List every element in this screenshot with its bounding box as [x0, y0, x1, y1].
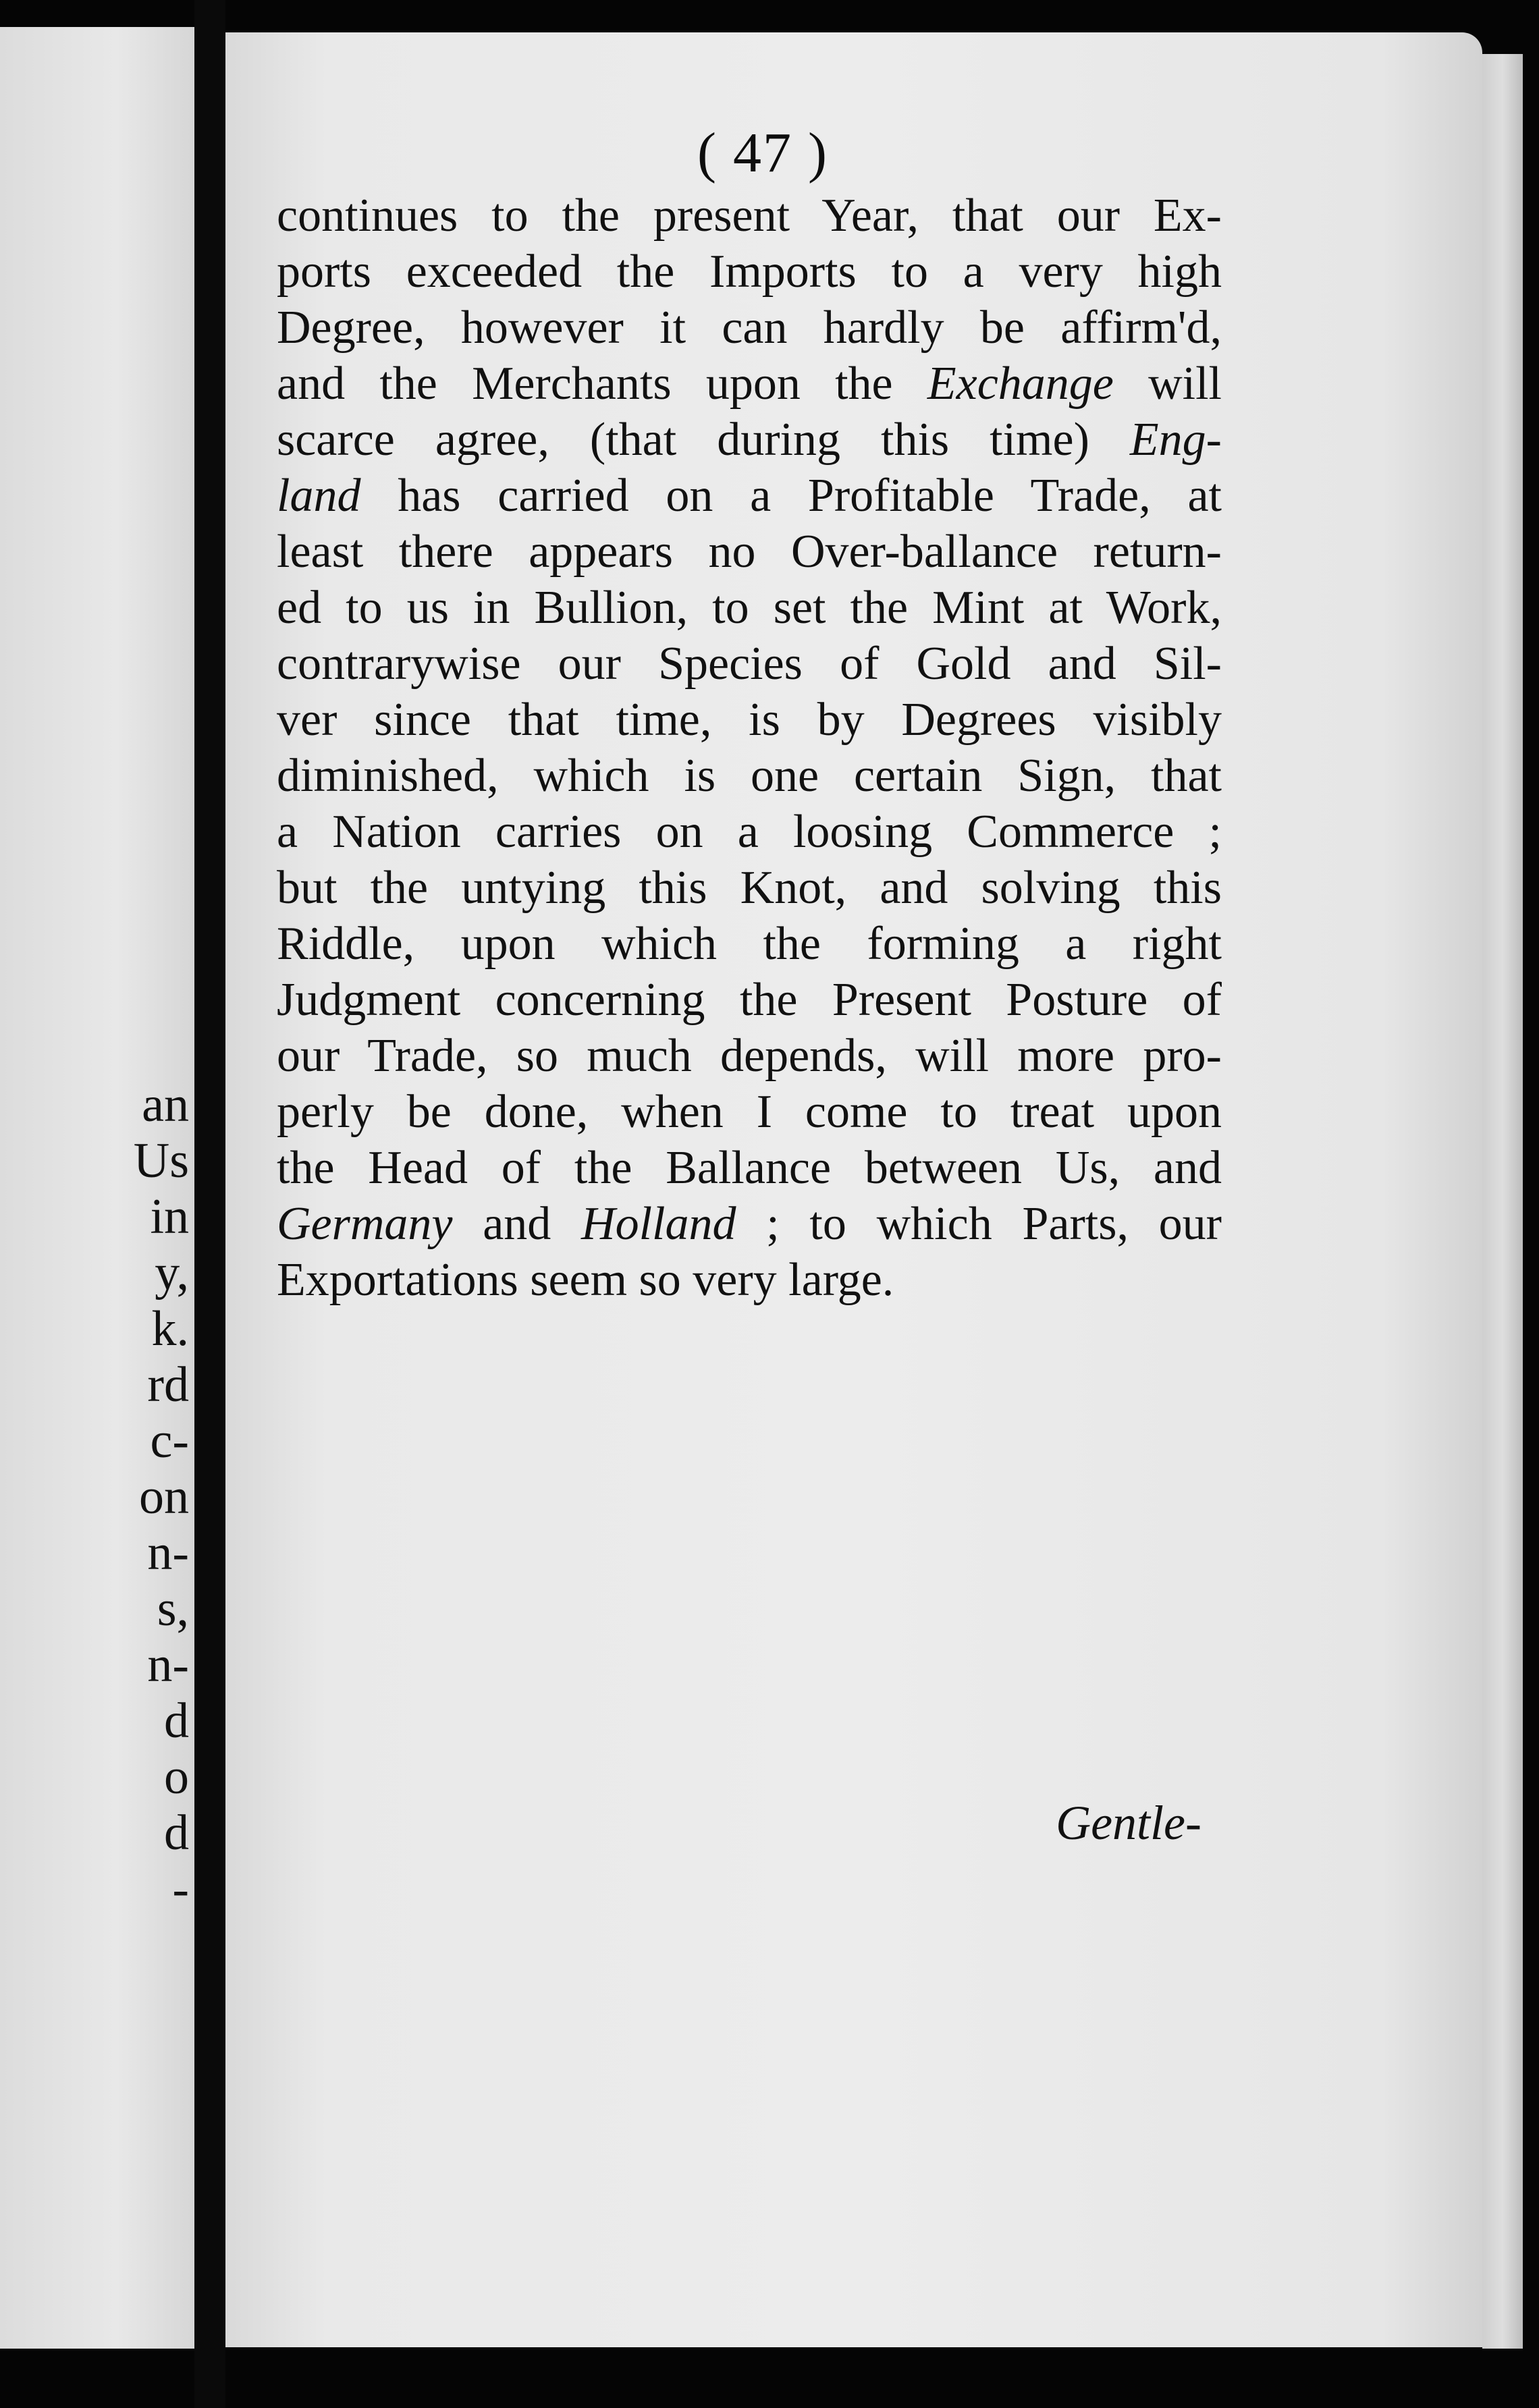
text-line: a Nation carries on a loosing Commerce ; [277, 806, 1222, 858]
text-line: ed to us in Bullion, to set the Mint at Work, [277, 582, 1222, 634]
left-page-fragment: s, [157, 1581, 189, 1637]
text-line: Riddle, upon which the forming a right [277, 918, 1222, 970]
left-page-fragment: n- [147, 1525, 189, 1581]
left-page-fragment: in [150, 1189, 189, 1244]
text-line: Judgment concerning the Present Posture of [277, 974, 1222, 1026]
text-line: Exportations seem so very large. [277, 1254, 894, 1306]
italic-word: Germany [277, 1198, 453, 1250]
text-line: and the Merchants upon the Exchange will [277, 358, 1222, 410]
text-line: Degree, however it can hardly be affirm'd, [277, 302, 1222, 354]
left-page-fragment: rd [147, 1357, 189, 1413]
italic-word: Eng- [1129, 414, 1222, 466]
left-page-fragment: n- [147, 1637, 189, 1693]
left-page-fragment: c- [150, 1413, 189, 1469]
text-line: ports exceeded the Imports to a very high [277, 246, 1222, 298]
book-gutter [194, 0, 225, 2408]
page-edge [1482, 54, 1523, 2349]
left-page-fragment: - [172, 1861, 189, 1917]
left-page-fragment: d [164, 1805, 189, 1861]
left-page-fragment: o [164, 1749, 189, 1805]
text-line: diminished, which is one certain Sign, that [277, 750, 1222, 802]
left-page-fragment: Us [133, 1133, 189, 1188]
text-line: scarce agree, (that during this time) Eng- [277, 414, 1222, 466]
italic-word: Holland [581, 1198, 736, 1250]
left-page-fragment: y, [155, 1245, 189, 1301]
text-line: continues to the present Year, that our Ex- [277, 190, 1222, 242]
text-line: Germany and Holland ; to which Parts, our [277, 1198, 1222, 1250]
text-line: ver since that time, is by Degrees visibly [277, 694, 1222, 746]
left-page-fragment: k. [151, 1301, 189, 1357]
italic-word: land [277, 470, 361, 522]
left-page-fragment: an [142, 1077, 189, 1132]
text-line: perly be done, when I come to treat upon [277, 1086, 1222, 1138]
left-page-fragment: on [139, 1469, 189, 1525]
text-line: our Trade, so much depends, will more pro- [277, 1030, 1222, 1082]
catchword: Gentle- [1056, 1796, 1202, 1850]
text-line: the Head of the Ballance between Us, and [277, 1142, 1222, 1194]
left-facing-page [0, 27, 194, 2349]
text-line: contrarywise our Species of Gold and Sil- [277, 638, 1222, 690]
italic-word: Exchange [927, 358, 1114, 410]
text-line: least there appears no Over-ballance return- [277, 526, 1222, 578]
page-number: ( 47 ) [697, 121, 828, 184]
text-line: but the untying this Knot, and solving this [277, 862, 1222, 914]
left-page-fragment: d [164, 1693, 189, 1749]
text-line: land has carried on a Profitable Trade, at [277, 470, 1222, 522]
body-text [277, 188, 1222, 1308]
